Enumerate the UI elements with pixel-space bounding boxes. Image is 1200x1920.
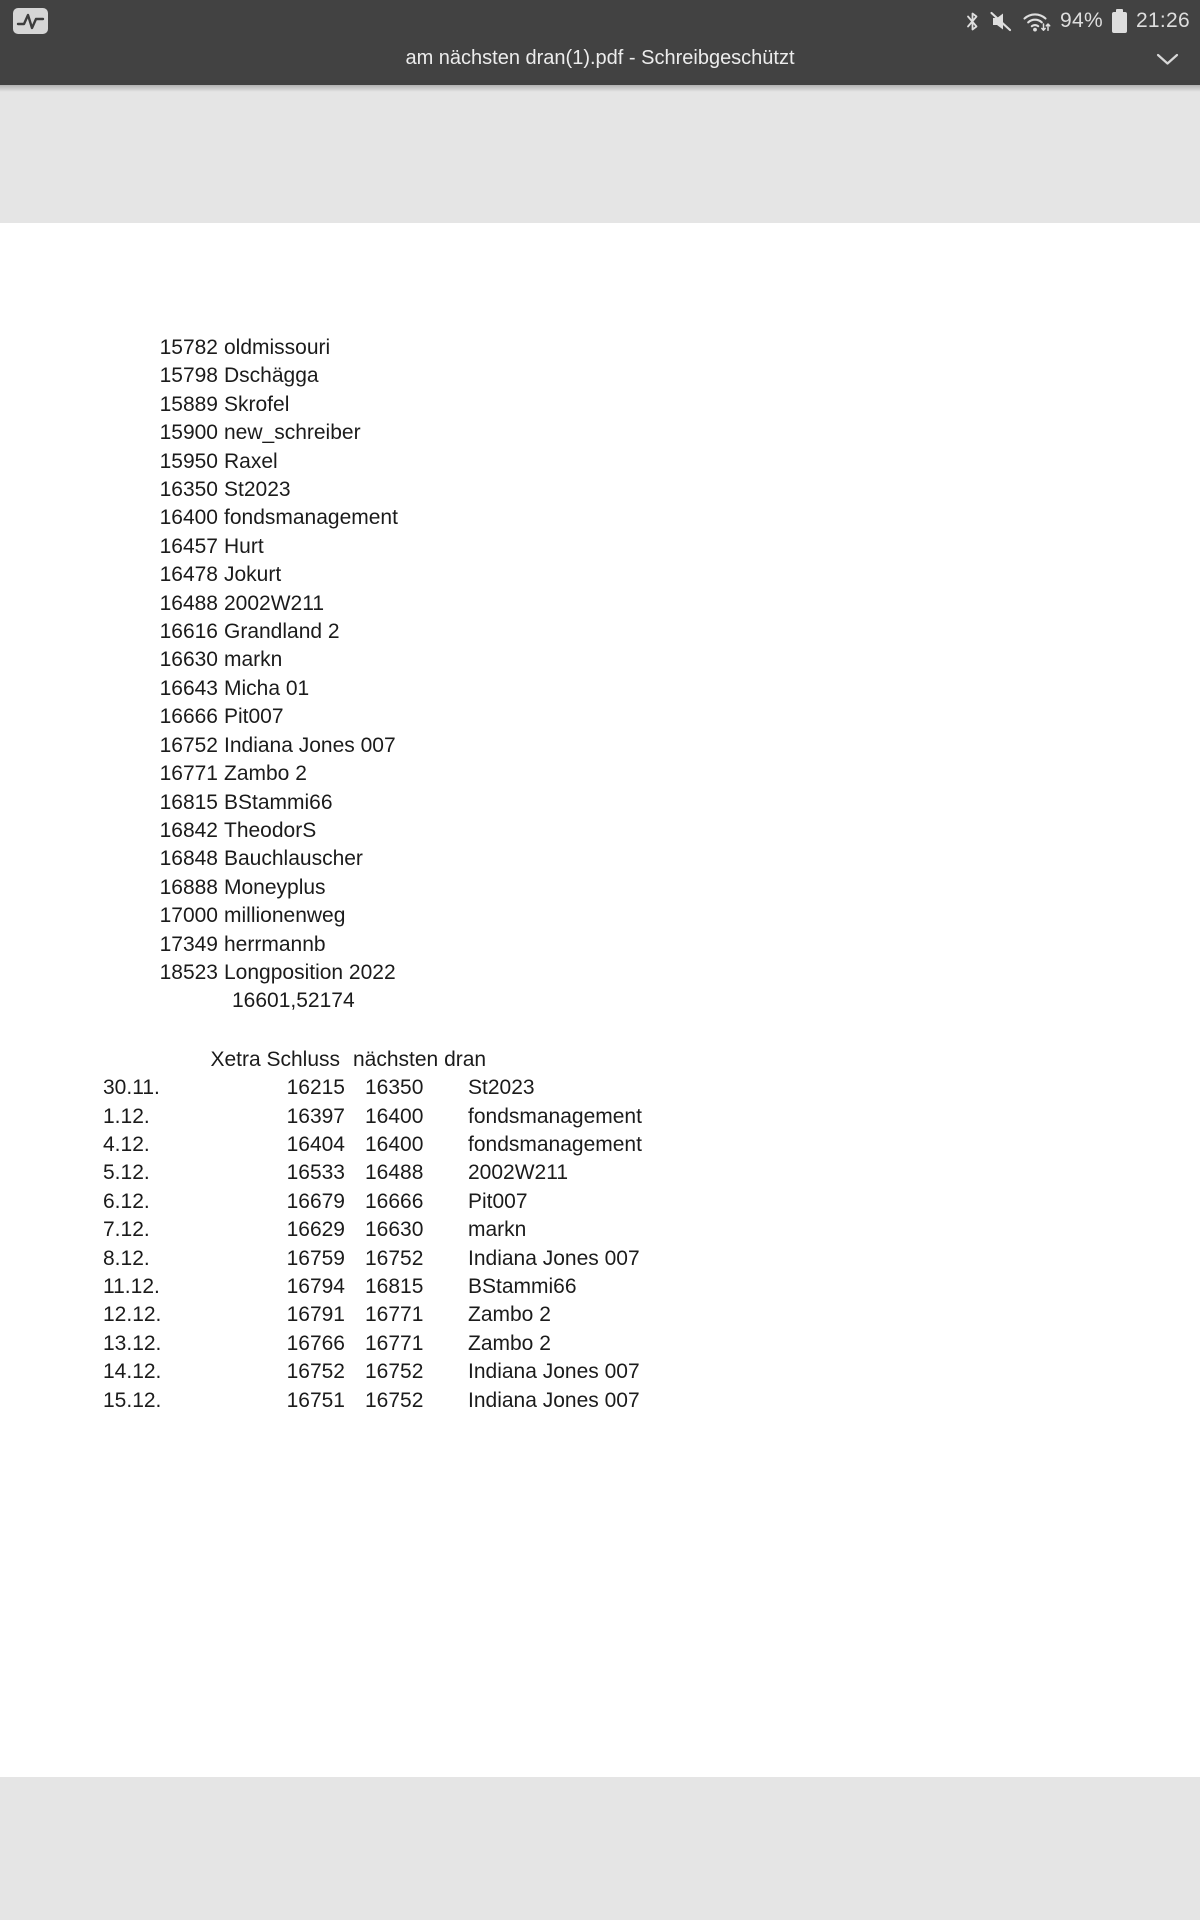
stock-chart-notification-icon [13, 8, 48, 34]
results-table-row [0, 1358, 1200, 1386]
tipp-list-row [0, 419, 1200, 447]
tipp-list-row [0, 874, 1200, 902]
xetra-close-cell: 16751 [286, 1388, 345, 1412]
closest-tipp-cell: 16400 [365, 1104, 424, 1128]
tipp-list-row [0, 902, 1200, 930]
results-table-row [0, 1103, 1200, 1131]
tipp-list-row [0, 476, 1200, 504]
results-table-row [0, 1273, 1200, 1301]
mute-icon [989, 10, 1013, 33]
closest-tipp-cell: 16630 [365, 1218, 424, 1242]
column-header-xetra-schluss: Xetra Schluss [210, 1047, 340, 1071]
closest-tipp-cell: 16771 [365, 1303, 424, 1327]
tipp-list [0, 334, 1200, 987]
document-title: am nächsten dran(1).pdf - Schreibgeschützt [405, 46, 795, 69]
player-name: Bauchlauscher [224, 847, 363, 871]
clock: 21:26 [1135, 9, 1190, 32]
xetra-close-cell: 16397 [286, 1104, 345, 1128]
results-table [0, 1074, 1200, 1415]
xetra-close-cell: 16629 [286, 1218, 345, 1242]
xetra-close-cell: 16752 [286, 1360, 345, 1384]
date-cell: 4.12. [103, 1132, 150, 1156]
tipp-value: 16488 [159, 591, 218, 615]
closest-tipp-cell: 16752 [365, 1388, 424, 1412]
winner-name-cell: Zambo 2 [468, 1303, 551, 1327]
date-cell: 5.12. [103, 1161, 150, 1185]
results-table-row [0, 1159, 1200, 1187]
tipp-list-row [0, 391, 1200, 419]
player-name: herrmannb [224, 932, 326, 956]
winner-name-cell: Indiana Jones 007 [468, 1246, 640, 1270]
closest-tipp-cell: 16752 [365, 1246, 424, 1270]
winner-name-cell: St2023 [468, 1076, 535, 1100]
closest-tipp-cell: 16752 [365, 1360, 424, 1384]
player-name: Moneyplus [224, 875, 326, 899]
tipp-value: 15798 [159, 364, 218, 388]
status-icons-cluster [965, 9, 1190, 33]
tipp-value: 16848 [159, 847, 218, 871]
results-table-header [0, 1046, 1200, 1074]
title-row [0, 36, 1200, 80]
tipp-list-row [0, 533, 1200, 561]
xetra-close-cell: 16766 [286, 1331, 345, 1355]
closest-tipp-cell: 16771 [365, 1331, 424, 1355]
player-name: Longposition 2022 [224, 960, 396, 984]
xetra-close-cell: 16791 [286, 1303, 345, 1327]
average-value: 16601,52174 [232, 989, 355, 1013]
winner-name-cell: Indiana Jones 007 [468, 1388, 640, 1412]
winner-name-cell: markn [468, 1218, 527, 1242]
tipp-value: 18523 [159, 960, 218, 984]
player-name: Pit007 [224, 705, 284, 729]
results-table-row [0, 1131, 1200, 1159]
tipp-list-row [0, 334, 1200, 362]
xetra-close-cell: 16404 [286, 1132, 345, 1156]
tipp-value: 17000 [159, 904, 218, 928]
winner-name-cell: fondsmanagement [468, 1104, 642, 1128]
results-table-row [0, 1387, 1200, 1415]
tipp-value: 16478 [159, 563, 218, 587]
tipp-value: 16616 [159, 620, 218, 644]
date-cell: 7.12. [103, 1218, 150, 1242]
results-table-row [0, 1188, 1200, 1216]
player-name: Grandland 2 [224, 620, 340, 644]
app-bar [0, 0, 1200, 85]
tipp-value: 15889 [159, 392, 218, 416]
tipp-list-row [0, 703, 1200, 731]
tipp-list-row [0, 646, 1200, 674]
tipp-value: 16350 [159, 478, 218, 502]
tipp-value: 16643 [159, 676, 218, 700]
xetra-close-cell: 16794 [286, 1274, 345, 1298]
tipp-value: 17349 [159, 932, 218, 956]
winner-name-cell: BStammi66 [468, 1274, 577, 1298]
tipp-list-row [0, 931, 1200, 959]
tipp-value: 15950 [159, 449, 218, 473]
player-name: markn [224, 648, 283, 672]
tipp-value: 16666 [159, 705, 218, 729]
tipp-value: 16457 [159, 534, 218, 558]
player-name: fondsmanagement [224, 506, 398, 530]
date-cell: 6.12. [103, 1189, 150, 1213]
date-cell: 8.12. [103, 1246, 150, 1270]
date-cell: 14.12. [103, 1360, 162, 1384]
date-cell: 15.12. [103, 1388, 162, 1412]
xetra-close-cell: 16215 [286, 1076, 345, 1100]
tipp-list-row [0, 732, 1200, 760]
tipp-list-row [0, 448, 1200, 476]
tipp-list-row [0, 760, 1200, 788]
results-table-row [0, 1301, 1200, 1329]
winner-name-cell: Zambo 2 [468, 1331, 551, 1355]
tipp-value: 16815 [159, 790, 218, 814]
player-name: St2023 [224, 478, 291, 502]
bluetooth-icon [965, 10, 980, 33]
tipp-list-row [0, 618, 1200, 646]
closest-tipp-cell: 16350 [365, 1076, 424, 1100]
player-name: oldmissouri [224, 336, 331, 359]
wifi-icon [1022, 10, 1051, 33]
tipp-value: 16752 [159, 733, 218, 757]
player-name: Indiana Jones 007 [224, 733, 396, 757]
column-header-naechsten-dran: nächsten dran [353, 1047, 487, 1071]
date-cell: 11.12. [103, 1274, 160, 1298]
tipp-value: 15782 [159, 336, 218, 359]
status-bar[interactable] [0, 0, 1200, 36]
player-name: 2002W211 [224, 591, 325, 615]
date-cell: 13.12. [103, 1331, 162, 1355]
player-name: Micha 01 [224, 676, 310, 700]
tipp-list-row [0, 845, 1200, 873]
xetra-close-cell: 16533 [286, 1161, 345, 1185]
pdf-viewer-canvas[interactable] [0, 85, 1200, 1920]
date-cell: 30.11. [103, 1076, 160, 1100]
tipp-value: 16400 [159, 506, 218, 530]
player-name: Zambo 2 [224, 762, 307, 786]
tipp-list-row [0, 789, 1200, 817]
player-name: BStammi66 [224, 790, 333, 814]
tipp-value: 16888 [159, 875, 218, 899]
results-table-row [0, 1216, 1200, 1244]
tipp-list-row [0, 362, 1200, 390]
battery-percent: 94% [1060, 9, 1103, 32]
winner-name-cell: 2002W211 [468, 1161, 569, 1185]
closest-tipp-cell: 16400 [365, 1132, 424, 1156]
chevron-down-icon[interactable] [1154, 46, 1180, 72]
player-name: millionenweg [224, 904, 346, 928]
closest-tipp-cell: 16488 [365, 1161, 424, 1185]
tipp-value: 16771 [159, 762, 218, 786]
battery-icon [1112, 12, 1127, 33]
results-table-row [0, 1074, 1200, 1102]
tipp-value: 15900 [159, 421, 218, 445]
results-table-row [0, 1245, 1200, 1273]
tipp-list-row [0, 504, 1200, 532]
player-name: Dschägga [224, 364, 319, 388]
player-name: Skrofel [224, 392, 290, 416]
date-cell: 1.12. [103, 1104, 150, 1128]
player-name: TheodorS [224, 818, 317, 842]
player-name: new_schreiber [224, 421, 361, 445]
tipp-value: 16842 [159, 818, 218, 842]
winner-name-cell: fondsmanagement [468, 1132, 642, 1156]
date-cell: 12.12. [103, 1303, 162, 1327]
results-table-row [0, 1330, 1200, 1358]
tipp-list-row [0, 590, 1200, 618]
player-name: Hurt [224, 534, 264, 558]
winner-name-cell: Pit007 [468, 1189, 528, 1213]
player-name: Jokurt [224, 563, 282, 587]
pdf-page [0, 223, 1200, 1777]
tipp-list-row [0, 675, 1200, 703]
tipp-value: 16630 [159, 648, 218, 672]
closest-tipp-cell: 16666 [365, 1189, 424, 1213]
tipp-list-row [0, 561, 1200, 589]
winner-name-cell: Indiana Jones 007 [468, 1360, 640, 1384]
player-name: Raxel [224, 449, 278, 473]
tipp-list-row [0, 817, 1200, 845]
closest-tipp-cell: 16815 [365, 1274, 424, 1298]
tipp-list-row [0, 959, 1200, 987]
xetra-close-cell: 16679 [286, 1189, 345, 1213]
xetra-close-cell: 16759 [286, 1246, 345, 1270]
